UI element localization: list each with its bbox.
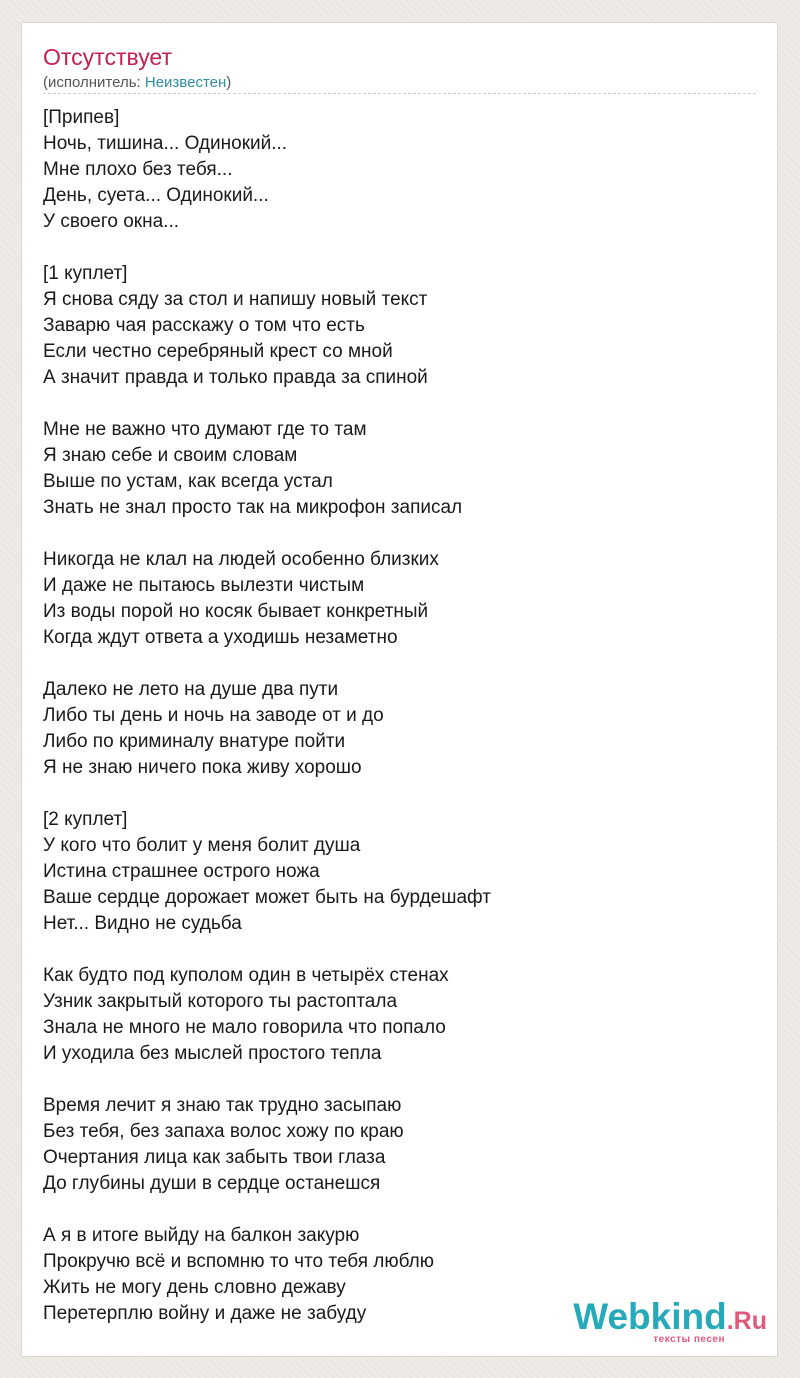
lyrics-line: Либо ты день и ночь на заводе от и до [43, 705, 384, 726]
lyrics-line: У своего окна... [43, 211, 179, 232]
lyrics-line: Мне плохо без тебя... [43, 159, 233, 180]
lyrics-line: Если честно серебряный крест со мной [43, 341, 393, 362]
lyrics-line: Я знаю себе и своим словам [43, 445, 298, 466]
logo-tld-text: .Ru [726, 1307, 767, 1335]
lyrics-line [43, 651, 743, 677]
lyrics-line: Я снова сяду за стол и напишу новый текст [43, 289, 428, 310]
artist-suffix: ) [226, 74, 232, 91]
lyrics-text [43, 105, 743, 1327]
lyrics-line: Время лечит я знаю так трудно засыпаю [43, 1095, 402, 1116]
lyrics-line [43, 781, 743, 807]
lyrics-line: Знала не много не мало говорила что попало [43, 1017, 446, 1038]
webkind-logo[interactable] [573, 1296, 771, 1350]
lyrics-line: Без тебя, без запаха волос хожу по краю [43, 1121, 404, 1142]
artist-link[interactable]: Неизвестен [144, 74, 227, 91]
logo-main-text: Webkind [573, 1296, 727, 1337]
lyrics-line [43, 235, 743, 261]
lyrics-line: Нет... Видно не судьба [43, 913, 242, 934]
artist-prefix: (исполнитель: [43, 74, 145, 91]
lyrics-line: Узник закрытый которого ты растоптала [43, 991, 398, 1012]
logo-tagline: тексты песен [653, 1334, 725, 1345]
lyrics-line: Ваше сердце дорожает может быть на бурдешафт [43, 887, 491, 908]
lyrics-line: А я в итоге выйду на балкон закурю [43, 1225, 360, 1246]
lyrics-line: Я не знаю ничего пока живу хорошо [43, 757, 362, 778]
lyrics-line: [1 куплет] [43, 263, 128, 284]
lyrics-line: Прокручю всё и вспомню то что тебя люблю [43, 1251, 434, 1272]
lyrics-line: Заварю чая расскажу о том что есть [43, 315, 365, 336]
song-title: Отсутствует [43, 44, 172, 70]
lyrics-line: Перетерплю войну и даже не забуду [43, 1303, 367, 1324]
lyrics-line: У кого что болит у меня болит душа [43, 835, 361, 856]
lyrics-line: Выше по устам, как всегда устал [43, 471, 333, 492]
lyrics-line: Как будто под куполом один в четырёх стенах [43, 965, 449, 986]
lyrics-line: И уходила без мыслей простого тепла [43, 1043, 382, 1064]
lyrics-line: День, суета... Одинокий... [43, 185, 269, 206]
lyrics-line: Очертания лица как забыть твои глаза [43, 1147, 386, 1168]
lyrics-card [21, 22, 778, 1357]
lyrics-line: Далеко не лето на душе два пути [43, 679, 339, 700]
lyrics-line: До глубины души в сердце останешся [43, 1173, 381, 1194]
lyrics-line [43, 1067, 743, 1093]
lyrics-line: [2 куплет] [43, 809, 128, 830]
title-divider [43, 93, 756, 94]
lyrics-line: [Припев] [43, 107, 120, 128]
lyrics-line: Знать не знал просто так на микрофон записал [43, 497, 463, 518]
lyrics-line: И даже не пытаюсь вылезти чистым [43, 575, 365, 596]
lyrics-line: А значит правда и только правда за спиной [43, 367, 428, 388]
lyrics-line: Никогда не клал на людей особенно близких [43, 549, 439, 570]
lyrics-line [43, 391, 743, 417]
lyrics-line [43, 521, 743, 547]
lyrics-line: Истина страшнее острого ножа [43, 861, 320, 882]
lyrics-line: Жить не могу день словно дежаву [43, 1277, 346, 1298]
lyrics-line: Мне не важно что думают где то там [43, 419, 367, 440]
lyrics-line [43, 937, 743, 963]
lyrics-line: Ночь, тишина... Одинокий... [43, 133, 288, 154]
lyrics-line: Из воды порой но косяк бывает конкретный [43, 601, 429, 622]
lyrics-line: Либо по криминалу внатуре пойти [43, 731, 346, 752]
lyrics-line [43, 1197, 743, 1223]
lyrics-line: Когда ждут ответа а уходишь незаметно [43, 627, 398, 648]
artist-line [43, 74, 231, 92]
